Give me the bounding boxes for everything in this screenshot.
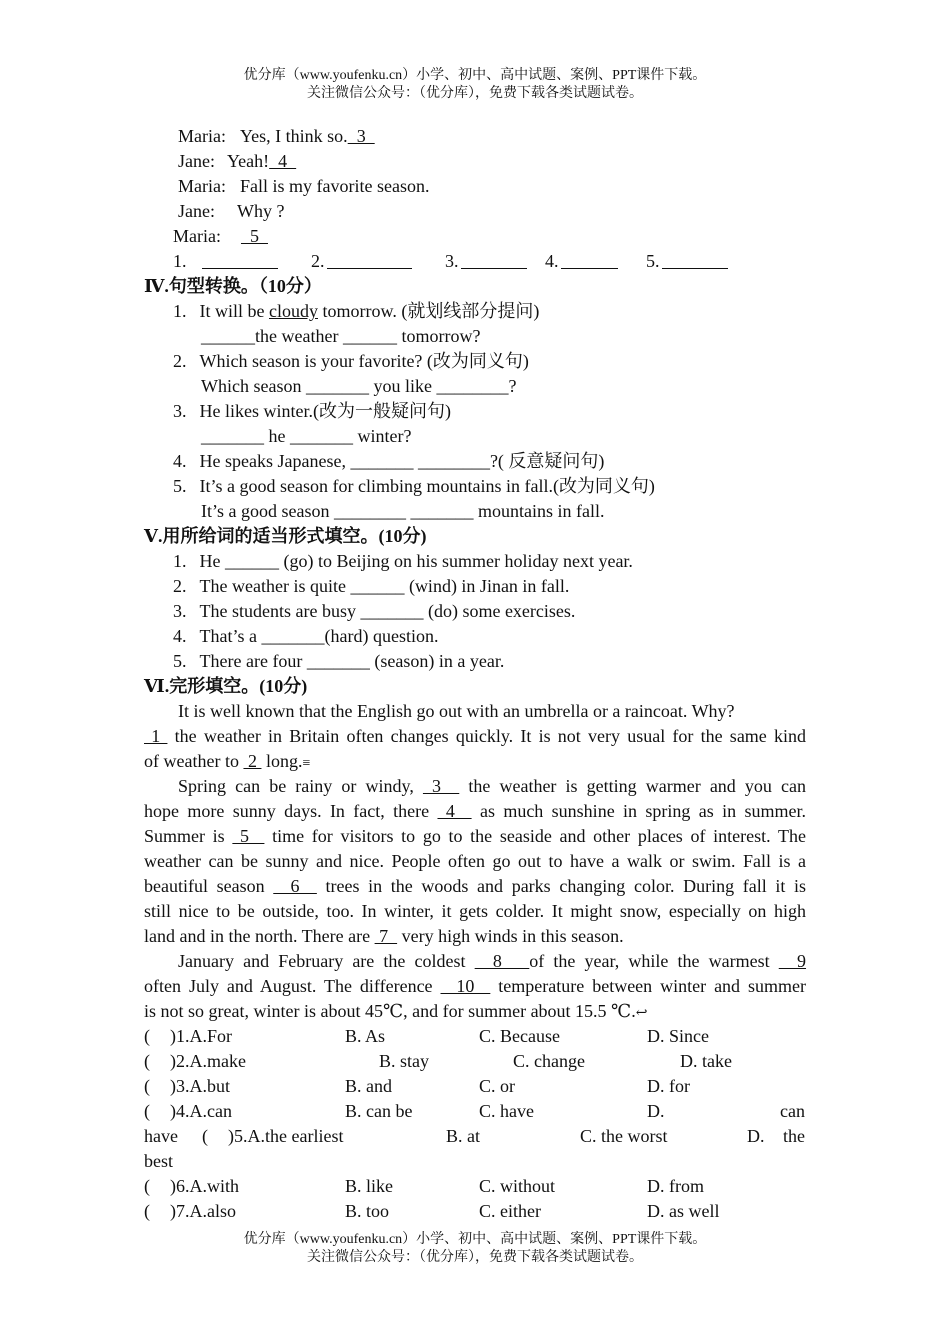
option-d-text-cont: best <box>144 1151 173 1171</box>
passage-line: weather can be sunny and nice. People often go out to have a walk or swim. Fall is a <box>144 851 806 871</box>
question-number: 4. <box>173 451 187 471</box>
option-a: )3.A.but <box>170 1076 230 1096</box>
section-5-title: Ⅴ.用所给词的适当形式填空。(10分) <box>144 526 427 546</box>
answer-number: 3. <box>445 251 459 271</box>
dialogue-text: Fall is my favorite season. <box>239 176 430 196</box>
paragraph-mark-icon: ↩ <box>635 1006 648 1021</box>
answer-paren: ( <box>144 1051 150 1071</box>
option-b: B. As <box>345 1026 386 1046</box>
passage-line <box>144 749 310 776</box>
question-answer-line: It’s a good season ________ _______ mountains in fall. <box>201 501 605 521</box>
option-d-text: can <box>780 1101 805 1121</box>
speaker: Jane: <box>178 151 215 171</box>
dialogue-line <box>173 224 268 249</box>
question-text: tomorrow. (就划线部分提问) <box>318 301 540 321</box>
passage-text: hope more sunny days. In fact, there <box>144 801 438 821</box>
passage-line <box>178 774 806 799</box>
option-b: B. can be <box>345 1101 413 1121</box>
speaker: Maria: <box>178 176 226 196</box>
question-text: The students are busy _______ (do) some exercises. <box>199 601 576 621</box>
question-number: 2. <box>173 576 187 596</box>
option-c: C. without <box>479 1176 556 1196</box>
option-b: B. at <box>446 1126 480 1146</box>
option-d-text: the <box>783 1126 805 1146</box>
question-item <box>173 574 569 599</box>
answer-number: 5. <box>646 251 660 271</box>
passage-text: of the year, while the warmest <box>529 951 779 971</box>
page-header-line-1: 优分库（www.youfenku.cn）小学、初中、高中试题、案例、PPT课件下载。 <box>243 68 707 83</box>
question-text: The weather is quite ______ (wind) in Jinan in fall. <box>199 576 570 596</box>
option-a: )7.A.also <box>170 1201 236 1221</box>
question-answer-line: ______the weather ______ tomorrow? <box>201 326 481 346</box>
passage-text: long. <box>261 751 303 771</box>
page-header-line-2: 关注微信公众号：（优分库），免费下载各类试题试卷。 <box>307 86 643 101</box>
page-footer-line-2: 关注微信公众号：（优分库），免费下载各类试题试卷。 <box>307 1250 643 1265</box>
option-c: C. Because <box>479 1026 560 1046</box>
question-number: 5. <box>173 651 187 671</box>
question-number: 1. <box>173 301 187 321</box>
answer-line <box>461 268 527 269</box>
question-item <box>173 299 539 324</box>
dialogue-line <box>178 124 375 149</box>
option-d: D. take <box>680 1051 732 1071</box>
option-c: C. or <box>479 1076 515 1096</box>
question-number: 3. <box>173 401 187 421</box>
passage-text: is not so great, winter is about 45℃, and for summer about 15.5 ℃. <box>144 1001 636 1021</box>
passage-line <box>144 974 806 999</box>
answer-line <box>561 268 618 269</box>
section-6-title: Ⅵ.完形填空。(10分) <box>144 676 308 696</box>
option-c: C. the worst <box>580 1126 668 1146</box>
option-a: )1.A.For <box>170 1026 232 1046</box>
option-d: D. from <box>647 1176 704 1196</box>
passage-blank: 10 <box>440 976 491 996</box>
passage-line <box>144 824 806 849</box>
answer-number: 2. <box>311 251 325 271</box>
question-item <box>173 549 633 574</box>
passage-blank: 5 <box>232 826 265 846</box>
section-4-title: Ⅳ.句型转换。（10分） <box>144 276 322 296</box>
passage-line <box>144 799 806 824</box>
question-text: He ______ (go) to Beijing on his summer holiday next year. <box>199 551 633 571</box>
option-a: )5.A.the earliest <box>228 1126 344 1146</box>
passage-text: Spring can be rainy or windy, <box>178 776 423 796</box>
question-item <box>173 599 575 624</box>
passage-blank: 8 <box>474 951 530 971</box>
passage-text: trees in the woods and parks changing color. During fall it is <box>316 876 807 896</box>
question-item <box>173 449 604 474</box>
answer-paren: ( <box>144 1026 150 1046</box>
question-item <box>173 624 438 649</box>
speaker: Jane: <box>178 201 215 221</box>
passage-text: Summer is <box>144 826 233 846</box>
passage-line <box>144 999 647 1026</box>
passage-blank: 3 <box>422 776 460 796</box>
speaker: Maria: <box>178 126 226 146</box>
passage-blank: 9 <box>778 951 807 971</box>
answer-number: 1. <box>173 251 187 271</box>
answer-paren: ( <box>202 1126 208 1146</box>
question-text: There are four _______ (season) in a year. <box>199 651 505 671</box>
question-number: 3. <box>173 601 187 621</box>
passage-text: very high winds in this season. <box>397 926 624 946</box>
answer-line <box>202 268 278 269</box>
option-a: )6.A.with <box>170 1176 239 1196</box>
option-c: C. change <box>513 1051 585 1071</box>
passage-blank: 2 <box>243 751 262 771</box>
dialogue-line <box>178 199 284 224</box>
answer-paren: ( <box>144 1176 150 1196</box>
passage-text: beautiful season <box>144 876 274 896</box>
question-answer-line: _______ he _______ winter? <box>201 426 412 446</box>
option-d: D. <box>747 1126 765 1146</box>
question-text: It’s a good season for climbing mountains in fall.(改为同义句) <box>199 476 655 496</box>
option-c: C. either <box>479 1201 541 1221</box>
passage-line <box>144 724 806 749</box>
option-d: D. as well <box>647 1201 720 1221</box>
passage-line: It is well known that the English go out with an umbrella or a raincoat. Why? <box>178 701 735 721</box>
passage-line: still nice to be outside, too. In winter, it gets colder. It might snow, especially on high <box>144 901 806 921</box>
dialogue-line <box>178 174 429 199</box>
answer-blank: 3 <box>347 126 375 146</box>
passage-blank: 6 <box>273 876 317 896</box>
passage-text: temperature between winter and summer <box>490 976 807 996</box>
underlined-word: cloudy <box>269 301 318 321</box>
answer-line <box>662 268 728 269</box>
passage-line <box>178 949 806 974</box>
question-text: He speaks Japanese, _______ ________?( 反意疑问句) <box>199 451 605 471</box>
question-number: 5. <box>173 476 187 496</box>
dialogue-text: Why ? <box>236 201 285 221</box>
option-d: D. <box>647 1101 665 1121</box>
option-b: B. stay <box>379 1051 430 1071</box>
question-text: It will be <box>199 301 269 321</box>
passage-text: as much sunshine in spring as in summer. <box>471 801 807 821</box>
passage-line <box>144 924 624 949</box>
paragraph-mark-icon: ≡ <box>302 756 311 771</box>
question-text: Which season is your favorite? (改为同义句) <box>199 351 529 371</box>
page-footer-line-1: 优分库（www.youfenku.cn）小学、初中、高中试题、案例、PPT课件下载。 <box>243 1232 707 1247</box>
question-number: 2. <box>173 351 187 371</box>
option-c: C. have <box>479 1101 534 1121</box>
question-number: 1. <box>173 551 187 571</box>
passage-blank: 1 <box>144 726 168 746</box>
option-b: B. like <box>345 1176 393 1196</box>
passage-text: of weather to <box>144 751 244 771</box>
passage-text: land and in the north. There are <box>144 926 375 946</box>
option-b: B. and <box>345 1076 392 1096</box>
option-a: )2.A.make <box>170 1051 246 1071</box>
question-number: 4. <box>173 626 187 646</box>
option-b: B. too <box>345 1201 390 1221</box>
answer-line <box>327 268 412 269</box>
answer-blank: 4 <box>269 151 297 171</box>
question-item <box>173 349 529 374</box>
dialogue-text: Yeah! <box>226 151 270 171</box>
passage-text: the weather is getting warmer and you can <box>459 776 807 796</box>
answer-blank: 5 <box>240 226 268 246</box>
option-d-text-cont: have <box>144 1126 178 1146</box>
passage-text: time for visitors to go to the seaside and other places of interest. The <box>264 826 806 846</box>
question-item <box>173 474 655 499</box>
answer-paren: ( <box>144 1201 150 1221</box>
passage-blank: 7 <box>374 926 398 946</box>
question-text: He likes winter.(改为一般疑问句) <box>199 401 451 421</box>
option-d: D. for <box>647 1076 690 1096</box>
dialogue-line <box>178 149 296 174</box>
passage-line <box>144 874 806 899</box>
option-a: )4.A.can <box>170 1101 232 1121</box>
answer-paren: ( <box>144 1076 150 1096</box>
passage-text: the weather in Britain often changes quickly. It is not very usual for the same kind <box>167 726 807 746</box>
answer-paren: ( <box>144 1101 150 1121</box>
question-answer-line: Which season _______ you like ________? <box>201 376 517 396</box>
answer-number: 4. <box>545 251 559 271</box>
dialogue-text: Yes, I think so. <box>239 126 348 146</box>
question-item <box>173 399 451 424</box>
passage-text: often July and August. The difference <box>144 976 441 996</box>
question-text: That’s a _______(hard) question. <box>199 626 439 646</box>
option-d: D. Since <box>647 1026 709 1046</box>
speaker: Maria: <box>173 226 221 246</box>
question-item <box>173 649 504 674</box>
passage-blank: 4 <box>437 801 472 821</box>
passage-text: January and February are the coldest <box>178 951 475 971</box>
